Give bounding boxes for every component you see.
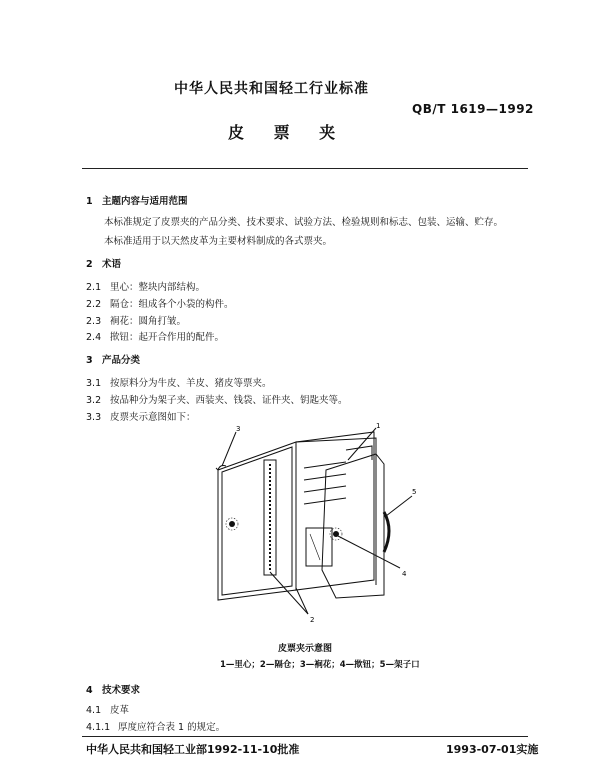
section-4-heading: [86, 682, 140, 696]
list-item: 3.2 按品种分为架子夹、西装夹、钱袋、证件夹、钥匙夹等。: [86, 395, 348, 406]
section-3-heading: [86, 352, 140, 366]
section-3-title: 产品分类: [102, 355, 141, 366]
callout-2: 2: [310, 616, 315, 624]
list-item: 3.1 按原料分为牛皮、羊皮、猪皮等票夹。: [86, 378, 272, 389]
subsection-4-1-1: 4.1.1 厚度应符合表 1 的规定。: [86, 722, 226, 733]
section-1-number: 1: [86, 196, 93, 207]
callout-1: 1: [376, 422, 381, 430]
list-item: 2.1 里心：整块内部结构。: [86, 282, 206, 293]
section-1-title: 主题内容与适用范围: [102, 196, 188, 207]
list-item: 2.4 揿钮：起开合作用的配件。: [86, 332, 225, 343]
section-2-heading: [86, 256, 121, 270]
inner-pocket-line-2: [304, 474, 346, 480]
footer-divider: [82, 736, 528, 737]
callout-5: 5: [412, 488, 417, 496]
industry-standard-title: 中华人民共和国轻工行业标准: [174, 81, 369, 97]
section-1-paragraph-2: 本标准适用于以天然皮革为主要材料制成的各式票夹。: [104, 236, 333, 247]
section-3-number: 3: [86, 355, 93, 366]
window-pocket: [306, 528, 332, 566]
snap-button: [333, 531, 339, 537]
callout-3: 3: [236, 425, 241, 433]
list-item: 3.3 皮票夹示意图如下：: [86, 412, 196, 423]
section-4-number: 4: [86, 685, 93, 696]
snap-button-left: [229, 521, 235, 527]
document-title: 皮 票 夹: [228, 123, 348, 142]
section-1-paragraph-1: 本标准规定了皮票夹的产品分类、技术要求、试验方法、检验规则和标志、包装、运输、贮存。: [104, 217, 504, 228]
standard-code: QB/T 1619—1992: [412, 102, 534, 116]
effective-date: 1993-07-01实施: [446, 743, 539, 756]
list-item: 2.2 隔仓：组成各个小袋的构件。: [86, 299, 234, 310]
section-1-heading: [86, 193, 188, 207]
callout-4: 4: [402, 570, 407, 578]
figure-caption: 皮票夹示意图: [278, 644, 333, 654]
section-2-title: 术语: [102, 259, 122, 270]
wallet-left-panel-inner: [222, 447, 292, 595]
approval-date: 中华人民共和国轻工业部1992-11-10批准: [86, 743, 300, 756]
header-divider: [82, 168, 528, 169]
wallet-diagram: [196, 420, 436, 630]
frame-clasp: [384, 512, 389, 552]
figure-legend: 1—里心；2—隔仓；3—裥花；4—揿钮；5—架子口: [220, 660, 420, 670]
list-item: 2.3 裥花：圆角打皱。: [86, 316, 187, 327]
wallet-left-panel: [218, 442, 296, 600]
subsection-4-1: 4.1 皮革: [86, 705, 130, 716]
section-4-title: 技术要求: [102, 685, 141, 696]
section-2-number: 2: [86, 259, 93, 270]
inner-pocket-line-1: [304, 462, 346, 468]
